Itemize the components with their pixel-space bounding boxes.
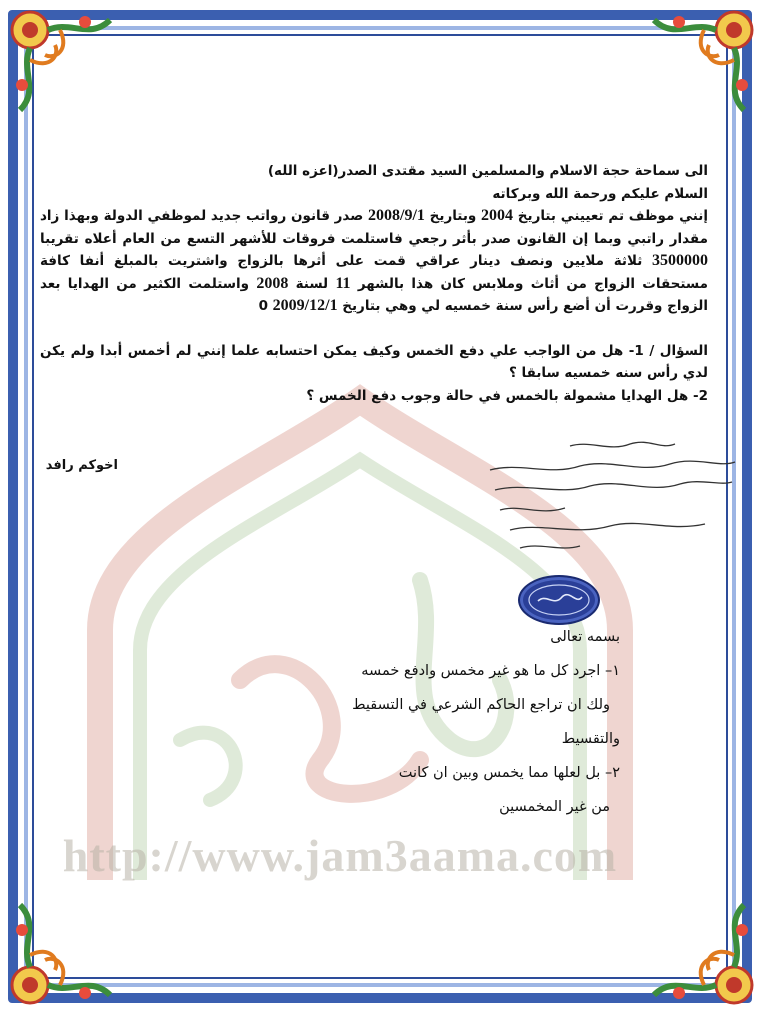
answer-line: والتقسيط [561,731,620,747]
floral-corner-ornament [0,0,120,120]
answer-heading: بسمه تعالى [550,629,620,645]
letter-body [40,160,708,407]
question-1: السؤال / 1- هل من الواجب علي دفع الخمس وكيف يمكن احتسابه علما إنني لم أخمس أبدا ولم يكن لدي رأس سنه خمسيه سابقا ؟ [40,342,708,381]
greeting: السلام عليكم ورحمة الله وبركاته [492,185,708,202]
question-2: 2- هل الهدايا مشمولة بالخمس في حالة وجوب دفع الخمس ؟ [306,387,708,404]
office-seal [518,575,600,625]
answer-block [330,620,620,824]
answer-line: ٢– بل لعلها مما يخمس وبين ان كانت [398,765,620,781]
handwritten-note-scribble [480,438,740,558]
website-watermark: http://www.jam3aama.com [62,829,618,881]
salutation: الى سماحة حجة الاسلام والمسلمين السيد مقتدى الصدر(اعزه الله) [267,163,708,179]
answer-line: من غير المخمسين [499,799,610,815]
floral-corner-ornament [644,0,764,120]
floral-corner-ornament [644,895,764,1015]
floral-corner-ornament [0,895,120,1015]
answer-line: ١– اجرد كل ما هو غير مخمس وادفع خمسه [361,663,620,679]
answer-line: ولك ان تراجع الحاكم الشرعي في التسقيط [352,697,610,713]
letter-paragraph: إنني موظف تم تعييني بتاريخ 2004 وبتاريخ 2008/9/1 صدر قانون رواتب جديد لموظفي الدولة وبهذا زاد مقدار راتبي وبما إن القانون صدر بأثر رجعي فاستلمت فروقات للأشهر التسع من العام أعلاه تقريبا 3500000 ثلاثة ملايين ونصف دينار عراقي قمت على أثرها بالزواج واشتريت بالمبلغ أنفا كافة مستحقات الزواج من أثاث وملابس كان هذا بالشهر 11 لسنة 2008 واستلمت الكثير من الهدايا بعد الزواج وقررت أن أضع رأس سنة خمسيه لي وهي بتاريخ 2009/12/1 0 [40,207,708,314]
signature-text: اخوكم رافد [45,458,118,473]
